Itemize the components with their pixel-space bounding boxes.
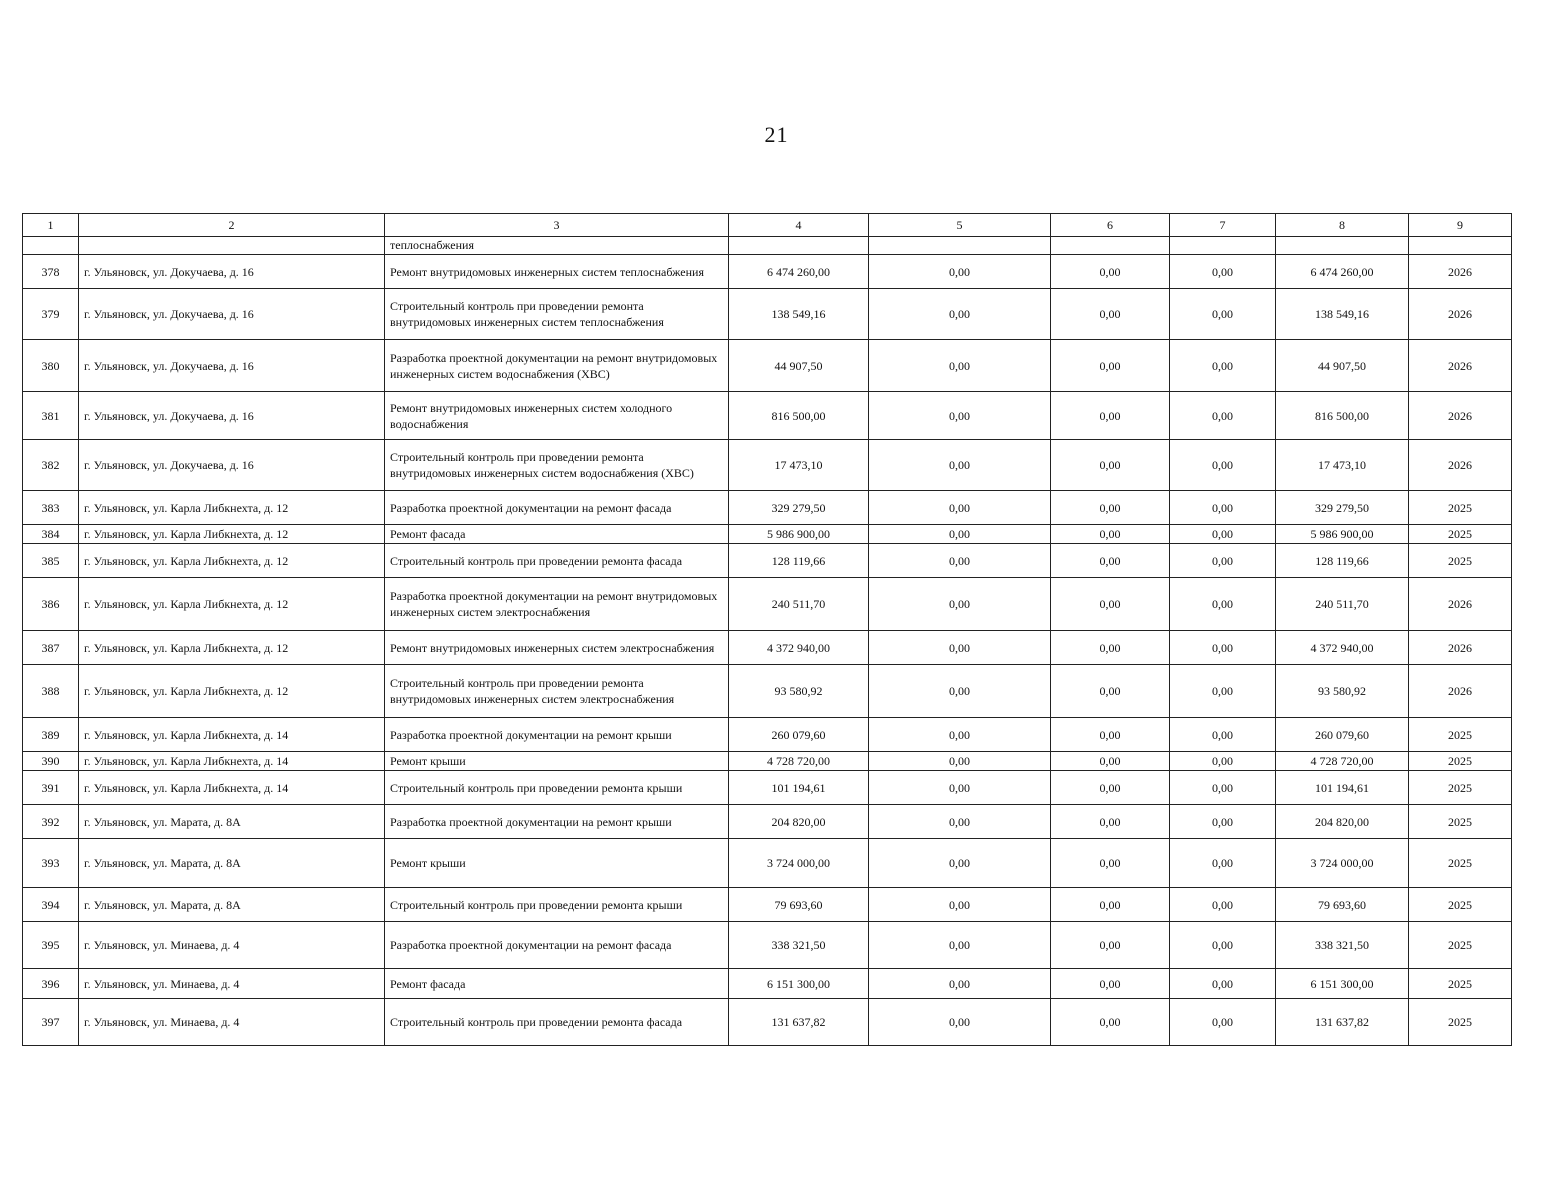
table-row <box>23 718 1512 752</box>
amount-col5-cell: 0,00 <box>869 718 1051 752</box>
amount-col6-cell: 0,00 <box>1051 969 1170 999</box>
repair-program-table <box>22 213 1512 1046</box>
amount-col8-cell: 128 119,66 <box>1276 544 1409 578</box>
address-cell: г. Ульяновск, ул. Карла Либкнехта, д. 14 <box>79 752 385 771</box>
amount-col8-cell: 138 549,16 <box>1276 289 1409 340</box>
work-type-cell: Разработка проектной документации на ремонт фасада <box>385 922 729 969</box>
work-type-cell: Ремонт фасада <box>385 969 729 999</box>
row-number: 396 <box>23 969 79 999</box>
amount-total-cell: 6 474 260,00 <box>729 255 869 289</box>
continuation-row <box>23 237 1512 255</box>
work-type-cell: Ремонт крыши <box>385 752 729 771</box>
amount-col6-cell: 0,00 <box>1051 805 1170 839</box>
work-type-cell: Разработка проектной документации на ремонт крыши <box>385 805 729 839</box>
empty-cell <box>1051 237 1170 255</box>
amount-col8-cell: 816 500,00 <box>1276 392 1409 440</box>
amount-col5-cell: 0,00 <box>869 752 1051 771</box>
table-row <box>23 525 1512 544</box>
year-cell: 2025 <box>1409 999 1512 1046</box>
table-row <box>23 440 1512 491</box>
year-cell: 2026 <box>1409 392 1512 440</box>
empty-cell <box>1409 237 1512 255</box>
empty-cell <box>79 237 385 255</box>
amount-col5-cell: 0,00 <box>869 544 1051 578</box>
amount-col6-cell: 0,00 <box>1051 440 1170 491</box>
table-row <box>23 752 1512 771</box>
address-cell: г. Ульяновск, ул. Марата, д. 8А <box>79 839 385 888</box>
row-number: 392 <box>23 805 79 839</box>
amount-total-cell: 4 372 940,00 <box>729 631 869 665</box>
amount-total-cell: 5 986 900,00 <box>729 525 869 544</box>
amount-total-cell: 131 637,82 <box>729 999 869 1046</box>
work-type-cell: Строительный контроль при проведении ремонта фасада <box>385 999 729 1046</box>
continuation-text: теплоснабжения <box>385 237 729 255</box>
work-type-cell: Строительный контроль при проведении ремонта внутридомовых инженерных систем электроснабжения <box>385 665 729 718</box>
amount-total-cell: 204 820,00 <box>729 805 869 839</box>
amount-col8-cell: 338 321,50 <box>1276 922 1409 969</box>
row-number: 391 <box>23 771 79 805</box>
row-number: 385 <box>23 544 79 578</box>
address-cell: г. Ульяновск, ул. Минаева, д. 4 <box>79 922 385 969</box>
amount-col6-cell: 0,00 <box>1051 491 1170 525</box>
amount-col6-cell: 0,00 <box>1051 392 1170 440</box>
amount-col5-cell: 0,00 <box>869 922 1051 969</box>
year-cell: 2026 <box>1409 340 1512 392</box>
table-row <box>23 289 1512 340</box>
work-type-cell: Строительный контроль при проведении ремонта внутридомовых инженерных систем водоснабжения (ХВС) <box>385 440 729 491</box>
address-cell: г. Ульяновск, ул. Докучаева, д. 16 <box>79 255 385 289</box>
amount-col8-cell: 3 724 000,00 <box>1276 839 1409 888</box>
amount-col7-cell: 0,00 <box>1170 771 1276 805</box>
amount-col6-cell: 0,00 <box>1051 255 1170 289</box>
address-cell: г. Ульяновск, ул. Карла Либкнехта, д. 12 <box>79 525 385 544</box>
page-number: 21 <box>764 122 789 147</box>
year-cell: 2025 <box>1409 888 1512 922</box>
row-number: 387 <box>23 631 79 665</box>
column-header: 6 <box>1051 214 1170 237</box>
table-header-row <box>23 214 1512 237</box>
amount-col7-cell: 0,00 <box>1170 999 1276 1046</box>
amount-total-cell: 79 693,60 <box>729 888 869 922</box>
amount-col7-cell: 0,00 <box>1170 922 1276 969</box>
amount-col7-cell: 0,00 <box>1170 969 1276 999</box>
year-cell: 2025 <box>1409 718 1512 752</box>
column-header: 4 <box>729 214 869 237</box>
amount-total-cell: 240 511,70 <box>729 578 869 631</box>
amount-col8-cell: 260 079,60 <box>1276 718 1409 752</box>
amount-col7-cell: 0,00 <box>1170 752 1276 771</box>
amount-col6-cell: 0,00 <box>1051 289 1170 340</box>
amount-col6-cell: 0,00 <box>1051 999 1170 1046</box>
work-type-cell: Строительный контроль при проведении ремонта фасада <box>385 544 729 578</box>
work-type-cell: Ремонт крыши <box>385 839 729 888</box>
amount-col7-cell: 0,00 <box>1170 255 1276 289</box>
empty-cell <box>23 237 79 255</box>
amount-col6-cell: 0,00 <box>1051 665 1170 718</box>
amount-total-cell: 101 194,61 <box>729 771 869 805</box>
row-number: 384 <box>23 525 79 544</box>
table-row <box>23 544 1512 578</box>
address-cell: г. Ульяновск, ул. Минаева, д. 4 <box>79 999 385 1046</box>
amount-col6-cell: 0,00 <box>1051 544 1170 578</box>
amount-total-cell: 138 549,16 <box>729 289 869 340</box>
address-cell: г. Ульяновск, ул. Марата, д. 8А <box>79 805 385 839</box>
year-cell: 2026 <box>1409 631 1512 665</box>
address-cell: г. Ульяновск, ул. Докучаева, д. 16 <box>79 392 385 440</box>
amount-col7-cell: 0,00 <box>1170 289 1276 340</box>
year-cell: 2025 <box>1409 752 1512 771</box>
amount-col5-cell: 0,00 <box>869 525 1051 544</box>
amount-col8-cell: 101 194,61 <box>1276 771 1409 805</box>
amount-col7-cell: 0,00 <box>1170 525 1276 544</box>
empty-cell <box>729 237 869 255</box>
amount-col5-cell: 0,00 <box>869 392 1051 440</box>
amount-col5-cell: 0,00 <box>869 839 1051 888</box>
amount-col5-cell: 0,00 <box>869 440 1051 491</box>
amount-col5-cell: 0,00 <box>869 805 1051 839</box>
row-number: 378 <box>23 255 79 289</box>
work-type-cell: Разработка проектной документации на ремонт крыши <box>385 718 729 752</box>
amount-total-cell: 4 728 720,00 <box>729 752 869 771</box>
year-cell: 2026 <box>1409 578 1512 631</box>
table-row <box>23 631 1512 665</box>
amount-col8-cell: 204 820,00 <box>1276 805 1409 839</box>
amount-col7-cell: 0,00 <box>1170 340 1276 392</box>
work-type-cell: Строительный контроль при проведении ремонта крыши <box>385 771 729 805</box>
column-header: 1 <box>23 214 79 237</box>
address-cell: г. Ульяновск, ул. Карла Либкнехта, д. 14 <box>79 771 385 805</box>
amount-total-cell: 44 907,50 <box>729 340 869 392</box>
amount-total-cell: 260 079,60 <box>729 718 869 752</box>
row-number: 379 <box>23 289 79 340</box>
year-cell: 2026 <box>1409 255 1512 289</box>
amount-col6-cell: 0,00 <box>1051 771 1170 805</box>
amount-col8-cell: 44 907,50 <box>1276 340 1409 392</box>
amount-col8-cell: 79 693,60 <box>1276 888 1409 922</box>
work-type-cell: Ремонт фасада <box>385 525 729 544</box>
column-header: 5 <box>869 214 1051 237</box>
amount-total-cell: 3 724 000,00 <box>729 839 869 888</box>
amount-col8-cell: 4 728 720,00 <box>1276 752 1409 771</box>
amount-col8-cell: 93 580,92 <box>1276 665 1409 718</box>
table-row <box>23 340 1512 392</box>
empty-cell <box>869 237 1051 255</box>
address-cell: г. Ульяновск, ул. Карла Либкнехта, д. 12 <box>79 631 385 665</box>
column-header: 8 <box>1276 214 1409 237</box>
table-row <box>23 888 1512 922</box>
amount-col7-cell: 0,00 <box>1170 631 1276 665</box>
year-cell: 2025 <box>1409 771 1512 805</box>
table-row <box>23 969 1512 999</box>
amount-col5-cell: 0,00 <box>869 491 1051 525</box>
amount-col6-cell: 0,00 <box>1051 839 1170 888</box>
row-number: 388 <box>23 665 79 718</box>
amount-total-cell: 338 321,50 <box>729 922 869 969</box>
row-number: 386 <box>23 578 79 631</box>
address-cell: г. Ульяновск, ул. Марата, д. 8А <box>79 888 385 922</box>
column-header: 9 <box>1409 214 1512 237</box>
amount-total-cell: 6 151 300,00 <box>729 969 869 999</box>
work-type-cell: Строительный контроль при проведении ремонта крыши <box>385 888 729 922</box>
column-header: 2 <box>79 214 385 237</box>
row-number: 397 <box>23 999 79 1046</box>
amount-col5-cell: 0,00 <box>869 578 1051 631</box>
amount-col7-cell: 0,00 <box>1170 440 1276 491</box>
amount-col7-cell: 0,00 <box>1170 578 1276 631</box>
year-cell: 2026 <box>1409 289 1512 340</box>
work-type-cell: Строительный контроль при проведении ремонта внутридомовых инженерных систем теплоснабжения <box>385 289 729 340</box>
address-cell: г. Ульяновск, ул. Карла Либкнехта, д. 12 <box>79 665 385 718</box>
amount-col5-cell: 0,00 <box>869 631 1051 665</box>
amount-col6-cell: 0,00 <box>1051 888 1170 922</box>
year-cell: 2025 <box>1409 922 1512 969</box>
table-row <box>23 578 1512 631</box>
table-row <box>23 771 1512 805</box>
row-number: 390 <box>23 752 79 771</box>
amount-col6-cell: 0,00 <box>1051 525 1170 544</box>
address-cell: г. Ульяновск, ул. Карла Либкнехта, д. 14 <box>79 718 385 752</box>
year-cell: 2025 <box>1409 969 1512 999</box>
address-cell: г. Ульяновск, ул. Докучаева, д. 16 <box>79 440 385 491</box>
table-row <box>23 392 1512 440</box>
amount-total-cell: 17 473,10 <box>729 440 869 491</box>
amount-col6-cell: 0,00 <box>1051 922 1170 969</box>
amount-col6-cell: 0,00 <box>1051 631 1170 665</box>
year-cell: 2025 <box>1409 805 1512 839</box>
amount-col8-cell: 5 986 900,00 <box>1276 525 1409 544</box>
row-number: 383 <box>23 491 79 525</box>
row-number: 394 <box>23 888 79 922</box>
amount-col6-cell: 0,00 <box>1051 718 1170 752</box>
amount-col7-cell: 0,00 <box>1170 805 1276 839</box>
address-cell: г. Ульяновск, ул. Докучаева, д. 16 <box>79 340 385 392</box>
row-number: 381 <box>23 392 79 440</box>
column-header: 7 <box>1170 214 1276 237</box>
row-number: 380 <box>23 340 79 392</box>
amount-col5-cell: 0,00 <box>869 999 1051 1046</box>
year-cell: 2025 <box>1409 839 1512 888</box>
amount-col5-cell: 0,00 <box>869 888 1051 922</box>
amount-col7-cell: 0,00 <box>1170 392 1276 440</box>
address-cell: г. Ульяновск, ул. Докучаева, д. 16 <box>79 289 385 340</box>
row-number: 393 <box>23 839 79 888</box>
table-row <box>23 805 1512 839</box>
amount-total-cell: 816 500,00 <box>729 392 869 440</box>
address-cell: г. Ульяновск, ул. Карла Либкнехта, д. 12 <box>79 578 385 631</box>
table-row <box>23 255 1512 289</box>
amount-col6-cell: 0,00 <box>1051 340 1170 392</box>
amount-col8-cell: 17 473,10 <box>1276 440 1409 491</box>
table-row <box>23 999 1512 1046</box>
work-type-cell: Разработка проектной документации на ремонт фасада <box>385 491 729 525</box>
table-row <box>23 839 1512 888</box>
address-cell: г. Ульяновск, ул. Карла Либкнехта, д. 12 <box>79 544 385 578</box>
column-header: 3 <box>385 214 729 237</box>
address-cell: г. Ульяновск, ул. Карла Либкнехта, д. 12 <box>79 491 385 525</box>
amount-col7-cell: 0,00 <box>1170 544 1276 578</box>
empty-cell <box>1170 237 1276 255</box>
amount-col7-cell: 0,00 <box>1170 665 1276 718</box>
amount-col5-cell: 0,00 <box>869 289 1051 340</box>
year-cell: 2025 <box>1409 525 1512 544</box>
amount-col5-cell: 0,00 <box>869 771 1051 805</box>
amount-total-cell: 329 279,50 <box>729 491 869 525</box>
year-cell: 2025 <box>1409 491 1512 525</box>
amount-col5-cell: 0,00 <box>869 255 1051 289</box>
amount-col8-cell: 6 151 300,00 <box>1276 969 1409 999</box>
row-number: 389 <box>23 718 79 752</box>
amount-col7-cell: 0,00 <box>1170 839 1276 888</box>
amount-total-cell: 93 580,92 <box>729 665 869 718</box>
amount-col6-cell: 0,00 <box>1051 578 1170 631</box>
amount-col7-cell: 0,00 <box>1170 718 1276 752</box>
work-type-cell: Ремонт внутридомовых инженерных систем теплоснабжения <box>385 255 729 289</box>
amount-col7-cell: 0,00 <box>1170 491 1276 525</box>
amount-col8-cell: 6 474 260,00 <box>1276 255 1409 289</box>
amount-col5-cell: 0,00 <box>869 340 1051 392</box>
year-cell: 2026 <box>1409 440 1512 491</box>
amount-col6-cell: 0,00 <box>1051 752 1170 771</box>
table-row <box>23 665 1512 718</box>
year-cell: 2025 <box>1409 544 1512 578</box>
amount-col8-cell: 131 637,82 <box>1276 999 1409 1046</box>
row-number: 395 <box>23 922 79 969</box>
address-cell: г. Ульяновск, ул. Минаева, д. 4 <box>79 969 385 999</box>
amount-col8-cell: 4 372 940,00 <box>1276 631 1409 665</box>
work-type-cell: Разработка проектной документации на ремонт внутридомовых инженерных систем электроснабжения <box>385 578 729 631</box>
empty-cell <box>1276 237 1409 255</box>
work-type-cell: Разработка проектной документации на ремонт внутридомовых инженерных систем водоснабжения (ХВС) <box>385 340 729 392</box>
table-row <box>23 922 1512 969</box>
amount-col8-cell: 240 511,70 <box>1276 578 1409 631</box>
amount-col5-cell: 0,00 <box>869 969 1051 999</box>
row-number: 382 <box>23 440 79 491</box>
work-type-cell: Ремонт внутридомовых инженерных систем холодного водоснабжения <box>385 392 729 440</box>
amount-total-cell: 128 119,66 <box>729 544 869 578</box>
table-row <box>23 491 1512 525</box>
work-type-cell: Ремонт внутридомовых инженерных систем электроснабжения <box>385 631 729 665</box>
amount-col7-cell: 0,00 <box>1170 888 1276 922</box>
amount-col8-cell: 329 279,50 <box>1276 491 1409 525</box>
amount-col5-cell: 0,00 <box>869 665 1051 718</box>
year-cell: 2026 <box>1409 665 1512 718</box>
